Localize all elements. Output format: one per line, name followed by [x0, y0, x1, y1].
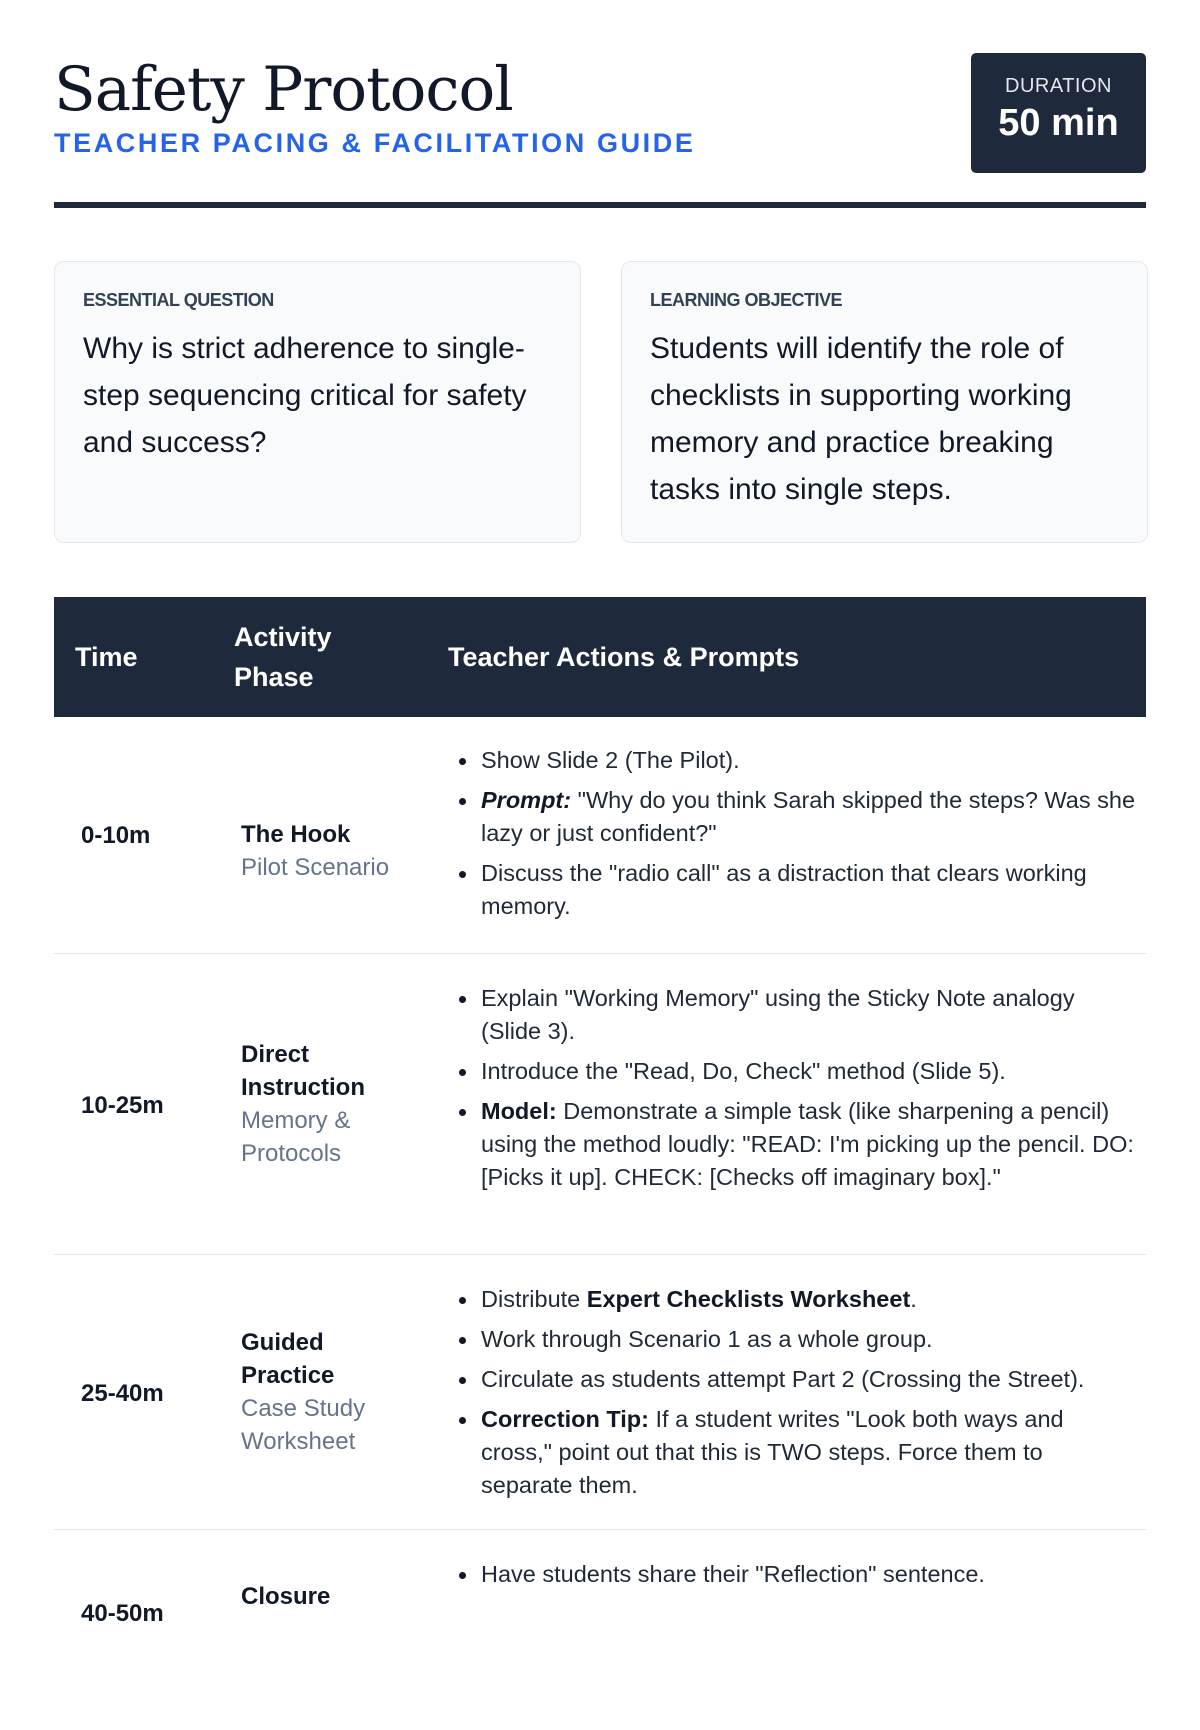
- row-phase: [241, 1580, 411, 1613]
- learning-objective-card: [621, 261, 1148, 543]
- phase-name: Guided Practice: [241, 1329, 335, 1389]
- row-phase: [241, 818, 411, 884]
- action-lead: Correction Tip:: [481, 1406, 649, 1432]
- action-item: [449, 1323, 1139, 1356]
- row-actions: [449, 744, 1139, 930]
- page-title: Safety Protocol: [54, 54, 513, 125]
- action-text: If a student writes "Look both ways and cross," point out that this is TWO steps. Force them to separate them.: [481, 1406, 1064, 1498]
- action-item: [449, 1283, 1139, 1316]
- phase-subtitle: Memory & Protocols: [241, 1107, 351, 1167]
- action-text: Circulate as students attempt Part 2 (Crossing the Street).: [481, 1366, 1085, 1392]
- header-time: Time: [75, 642, 138, 672]
- table-row: [54, 954, 1146, 1255]
- pacing-table: [54, 597, 1146, 1730]
- duration-value: 50 min: [998, 102, 1119, 144]
- essential-question-label: ESSENTIAL QUESTION: [83, 290, 274, 310]
- duration-badge: [971, 53, 1146, 173]
- row-actions: [449, 982, 1139, 1201]
- action-item: [449, 784, 1139, 850]
- action-text: Discuss the "radio call" as a distraction that clears working memory.: [481, 860, 1087, 919]
- row-actions: [449, 1283, 1139, 1509]
- essential-question-card: [54, 261, 581, 543]
- action-text: Introduce the "Read, Do, Check" method (Slide 5).: [481, 1058, 1006, 1084]
- row-time: 40-50m: [81, 1600, 164, 1627]
- table-row: [54, 1255, 1146, 1530]
- action-text: Have students share their "Reflection" sentence.: [481, 1561, 985, 1587]
- table-row: [54, 717, 1146, 954]
- action-item: [449, 1558, 1139, 1591]
- action-lead: Model:: [481, 1098, 557, 1124]
- duration-label: DURATION: [1005, 75, 1112, 97]
- action-text: Work through Scenario 1 as a whole group.: [481, 1326, 933, 1352]
- row-phase: [241, 1326, 411, 1458]
- action-text: Show Slide 2 (The Pilot).: [481, 747, 740, 773]
- phase-name: The Hook: [241, 821, 351, 848]
- action-text: .: [910, 1286, 917, 1312]
- header-actions: Teacher Actions & Prompts: [448, 642, 800, 672]
- action-text: "Why do you think Sarah skipped the steps? Was she lazy or just confident?": [481, 787, 1136, 846]
- action-text: Explain "Working Memory" using the Sticky Note analogy (Slide 3).: [481, 985, 1075, 1044]
- page-subtitle: TEACHER PACING & FACILITATION GUIDE: [54, 128, 696, 158]
- action-item: [449, 1055, 1139, 1088]
- phase-name: Direct Instruction: [241, 1041, 365, 1101]
- phase-subtitle: Pilot Scenario: [241, 854, 390, 881]
- action-text: Demonstrate a simple task (like sharpening a pencil) using the method loudly: "READ: I'm picking up the pencil. DO: [Picks it up]. CHECK: [Checks off imaginary box].": [481, 1098, 1134, 1190]
- essential-question-text: Why is strict adherence to single-step sequencing critical for safety and success?: [83, 332, 527, 459]
- row-time: 0-10m: [81, 822, 151, 849]
- learning-objective-label: LEARNING OBJECTIVE: [650, 290, 843, 310]
- action-lead: Prompt:: [481, 787, 572, 813]
- worksheet-name: Expert Checklists Worksheet: [586, 1286, 911, 1312]
- phase-subtitle: Case Study Worksheet: [241, 1395, 366, 1455]
- phase-name: Closure: [241, 1583, 331, 1610]
- action-prefix: Distribute: [481, 1286, 587, 1312]
- table-row: [54, 1530, 1146, 1730]
- header-phase: Activity Phase: [234, 622, 332, 692]
- row-time: 25-40m: [81, 1380, 164, 1407]
- action-item: [449, 1403, 1139, 1502]
- action-item: [449, 857, 1139, 923]
- action-item: [449, 1363, 1139, 1396]
- action-item: [449, 1095, 1139, 1194]
- page-header: [54, 53, 1146, 208]
- table-header: [54, 597, 1146, 717]
- action-item: [449, 982, 1139, 1048]
- action-item: [449, 744, 1139, 777]
- row-time: 10-25m: [81, 1092, 164, 1119]
- learning-objective-text: Students will identify the role of checklists in supporting working memory and practice breaking tasks into single steps.: [650, 332, 1072, 506]
- row-phase: [241, 1038, 411, 1170]
- row-actions: [449, 1558, 1139, 1598]
